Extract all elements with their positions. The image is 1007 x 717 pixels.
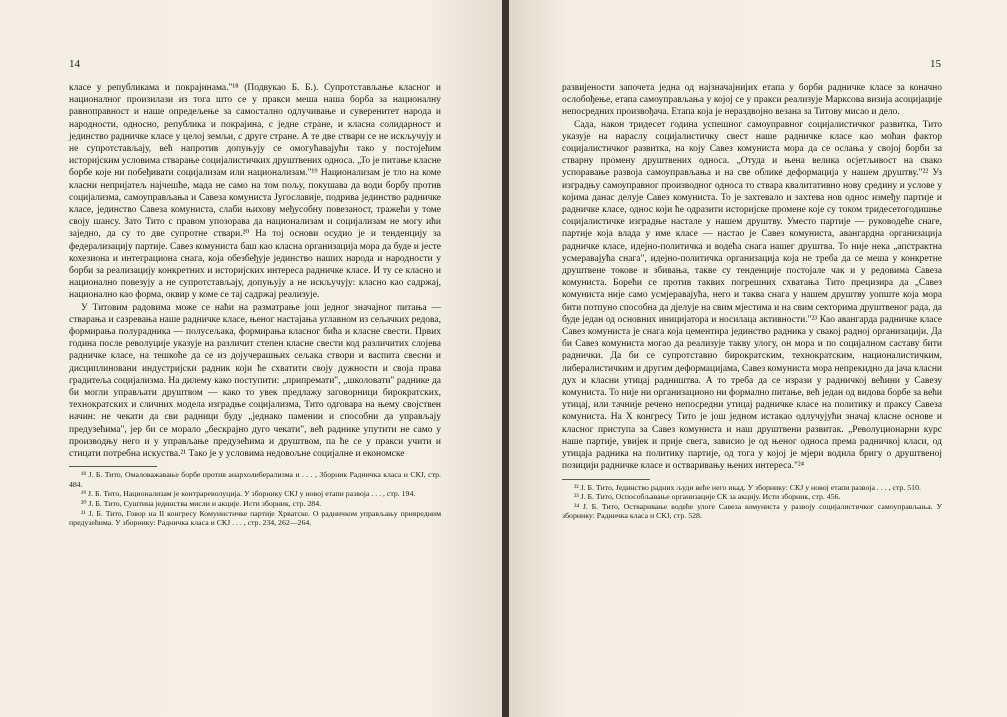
page-number: 15 <box>930 58 941 70</box>
footnote: ²⁰ Ј. Б. Тито, Суштина јединства мисли и акције. Исти зборник, стр. 284. <box>81 499 322 509</box>
footnote: ¹⁸ Ј. Б. Тито, Омаловажавање борбе против анархолиберализма и . . . , Зборник Радничка класа и СКЈ, стр. 484. <box>69 470 441 489</box>
book-gutter <box>502 0 509 717</box>
body-paragraph: Сада, након тридесет година успешног самоуправног социјалистичког развитка, Тито указује на нараслу социјалистичку свест наше радничке класе као моћан фактор социјалистичког развитка, на коју Савез комуниста мора да се ослања у својој борби за стварну промену друштвених односа. „Отуда и њена велика осјетљивост на свако успоравање развоја самоуправљања и на све облике деформација у нашем друштву."²² Уз изградњу самоуправног производног односа то ствара квалитативно нову средину и услове у којима данас делује Савез комуниста. То је захтевало и захтева нов однос између партије и радничке класе, однос који ће одразити историјске промене које су током тридесетогодишње социјалистичке изградње настале у нашем друштву. Уместо партије — руководеће снаге, партије која влада у име класе — настао је Савез комуниста, авангардна организација радничке класе, идејно-политичка и водећа снага нашег друштва. То није нека „апстрактна усмеравајућа снага", идејно-политичка организација која не треба да се меша у конкретне друштвене токове и збивања, такве су тенденције постојале чак и у редовима Савеза комуниста. Борећи се против таквих погрешних схватања Тито прецизира да „Савез комуниста није само усмјеравајућа, него и таква снага у нашем друштву уопште која мора бити потпуно способна да дјелује на свим мјестима и на свим секторима друштвеног рада, да буде један од основних иницијатора и носилаца активности."²³ Као авангарда радничке класе Савез комуниста је снага која цементира јединство радника у свакој радној организацији. Да би Савез комуниста могао да реализује такву улогу, он мора и по социјалном саставу бити раднички. Да би се супротставио бирократским, технократским, националистичким, либералистичким и другим деформацијама, Савез комуниста мора непрекидно да јача класни дух и класни утицај радништва. А то треба да се изрази у радничкој већини у Савезу комуниста. То није ни организационо ни формално питање, већ један од видова борбе за већи утицај, или тачније речено непосредни утицај радничке класе на политику и праксу Савеза комуниста. На X конгресу Тито је још једном истакао одлучујући значај класне основе и класног приступа за Савез комуниста и наш друштвени развитак. „Револуционарни курс наше партије, увијек и прије свега, зависио је од њеног односа према радничкој класи, од утицаја радника на политику партије, од тога у којој је мјери водила бригу о друштвеној позицији радничке класе и остваривању њених интереса."²⁴ <box>562 119 942 472</box>
footnote: ¹⁹ Ј. Б. Тито, Национализам је контрареволуција. У зборнику СКЈ у новој етапи развоја . . . , стр. 194. <box>81 489 416 499</box>
footnote-divider <box>562 479 650 480</box>
body-paragraph: класе у републикама и покрајинама."¹⁸ (Подвукао Б. Б.). Супротстављање класног и националног произилази из тога што се у пракси меша наша борба за националну равноправност и наше опредељење за самостално одлучивање и суверенитет народа и народности, односно, република и покрајина, с једне стране, и класна солидарност и јединство радничке класе у целој земљи, с друге стране. А те две ствари се не искључују и не супротстављају, већ напротив допуњују се омогућавајући тако у постојећим историјским условима стварање социјалистичких друштвених односа. „То је питање класне борбе које ни побеђивати социјализам или национализам."¹⁹ Национализам је тло на коме класни непријатељ најчешће, мада не само на том пољу, покушава да води борбу против социјализма, самоуправљања и Савеза комуниста Југославије, подрива јединство радничке класе, јединство Савеза комуниста, слаби њихову међусобну повезаност, тражећи у томе своју шансу. Зато Тито с правом упозорава да национализам и социјализам не могу ићи заједно, да су то две супротне ствари.²⁰ На тој основи осудио је и тенденцију за федерализацију партије. Савез комуниста баш као класна организација мора да буде и јесте кохезиона и интеграциона снага, која обезбеђује јединство наших народа и народности у борби за реализацију конкретних и историјских интереса радничке класе. И ту се класно и национално повезују а не супротстављају, допуњују а не искључују: класно као садржај, национално као форма, оквир у коме се тај садржај реализује. <box>69 83 441 301</box>
footnote: ²⁴ Ј. Б. Тито, Остваривање водеће улоге Савеза комуниста у развоју социјалистичког самоуправљања. У зборнику: Радничка класа и СКЈ, стр. 528. <box>562 501 942 521</box>
body-paragraph: развијености започета једна од најзначајнијих етапа у борби радничке класе за коначно ослобођење, етапа самоуправљања у којој се у пракси реализује Марксова визија асоцијације непосредних произвођача. Етапа која је нераздвојно везана за Титову мисао и дело. <box>562 83 942 118</box>
footnote: ²² Ј. Б. Тито, Јединство радних људи веће него икад. У зборнику: СКЈ у новој етапи развоја . . . , стр. 510. <box>574 482 921 492</box>
body-paragraph: У Титовим радовима може се наћи на разматрање још једног значајног питања — стварања и сазревања наше радничке класе, њеног настајања углавном из сељачких редова, формирања полурадника — полусељака, формирања класног бића и класне свести. Првих година после револуције указује на различит степен класне свести код различитих слојева радничке класе, на тешкоће да се из дојучерашњих сељака створи и васпита свесни и дисциплиновани индустријски радник који ће схватити своју дужности и своја права градитеља социјализма. На дилему како поступити: „припремати", „школовати" раднике да би могли управљати друштвом — како то увек предлажу заговорници бирократских, технократских и сличних модела изградње социјализма, Тито одговара на њему својствен начин: не чекати да сви радници буду „једнако памении и способни да управљају предузећима", јер би се морало „бескрајно дуго чекати", већ раднике упутити не само у производњу него и у управљање предузећима и друштвом, па ће се у пракси учити и стицати потребна искуства.²¹ Тако је у условима недовољне социјалне и економске <box>69 302 441 460</box>
page-body <box>69 82 441 528</box>
footnote: ²³ Ј. Б. Тито, Оспособљавање организације СК за акцију. Исти зборник, стр. 456. <box>574 492 841 502</box>
page-body <box>562 82 942 521</box>
footnote: ²¹ Ј. Б. Тито, Говор на II конгресу Комунистичке партије Хрватске. О радничком управљању привредним предузећима. У зборнику: Радничка класа и СКЈ . . . , стр. 234, 262—264. <box>69 508 441 528</box>
footnote-divider <box>69 466 157 467</box>
left-page <box>0 0 502 717</box>
right-page <box>509 0 1007 717</box>
page-number: 14 <box>69 58 80 70</box>
